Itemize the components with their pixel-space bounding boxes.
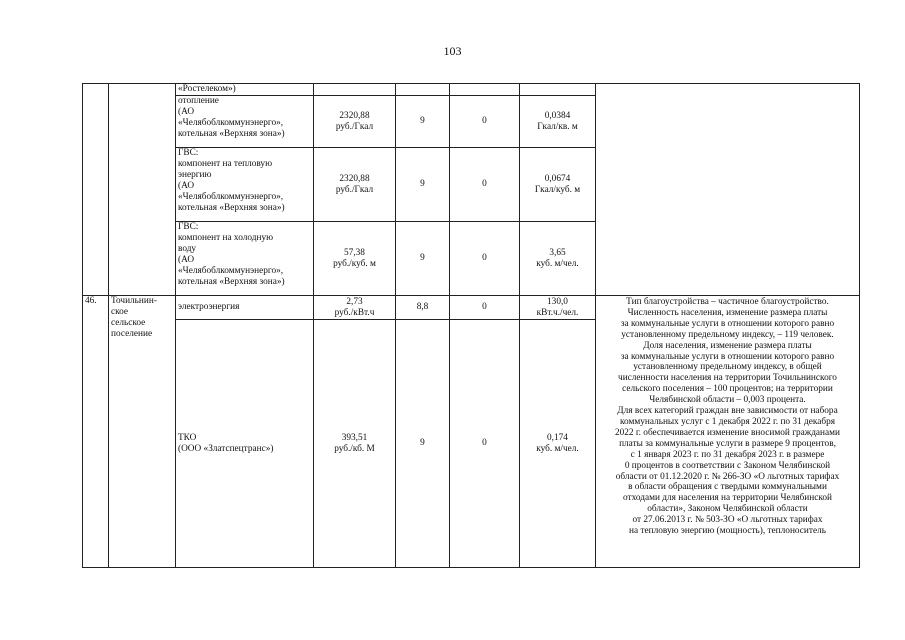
index-cell: 9 [396, 96, 450, 148]
description-line: с 1 января 2023 г. по 31 декабря 2023 г. в размере [630, 449, 825, 460]
service-cell: «Ростелеком») [176, 84, 314, 96]
zero-cell: 0 [450, 96, 520, 148]
settlement-name: Точильнин- ское сельское поселение [109, 296, 176, 568]
description-line: Челябинской области – 0,003 процента. [649, 395, 806, 406]
settlement-cell-empty [109, 84, 176, 296]
description-cell [596, 296, 860, 568]
index-cell: 8,8 [396, 296, 450, 320]
description-line: Тип благоустройства – частичное благоустройство. [626, 297, 829, 307]
volume-cell: 0,174 куб. м/чел. [520, 320, 596, 568]
description-line: на тепловую энергию (мощность), теплоноситель [629, 526, 826, 537]
zero-cell: 0 [450, 296, 520, 320]
description-cell-empty [596, 84, 860, 296]
service-cell: электроэнергия [176, 296, 314, 320]
index-cell [396, 84, 450, 96]
zero-cell: 0 [450, 222, 520, 296]
description-line: области от 01.12.2020 г. № 266-ЗО «О льготных тарифах [615, 471, 840, 482]
description-line: сельского поселения – 100 процентов; на территории [622, 384, 833, 395]
description-line: Для всех категорий граждан вне зависимости от набора [617, 406, 838, 417]
zero-cell: 0 [450, 320, 520, 568]
description-line: 2022 г. обеспечивается изменение вносимой гражданами [614, 427, 841, 438]
index-cell: 9 [396, 222, 450, 296]
description-text [599, 297, 856, 537]
tariff-cell: 393,51 руб./кб. М [314, 320, 396, 568]
description-line: 0 процентов в соответствии с Законом Челябинской [624, 460, 831, 471]
description-line: численности населения на территории Точильнинского [618, 373, 837, 384]
tariff-table [82, 83, 860, 568]
page-number: 103 [443, 44, 462, 58]
table-row [83, 296, 860, 320]
index-cell: 9 [396, 320, 450, 568]
description-line: Доля населения, изменение размера платы [643, 340, 812, 351]
description-line: за коммунальные услуги в отношении которого равно [620, 351, 835, 362]
table-row [83, 84, 860, 96]
tariff-cell [314, 84, 396, 96]
volume-cell: 0,0674 Гкал/куб. м [520, 148, 596, 222]
service-cell: ГВС: компонент на холодную воду (АО «Челябоблкоммунэнерго», котельная «Верхняя зона») [176, 222, 314, 296]
description-line: за коммунальные услуги в отношении которого равно [620, 318, 835, 329]
service-cell: отопление (АО «Челябоблкоммунэнерго», котельная «Верхняя зона») [176, 96, 314, 148]
description-line: Численность населения, изменение размера платы [627, 307, 828, 318]
service-cell: ГВС: компонент на тепловую энергию (АО «Челябоблкоммунэнерго», котельная «Верхняя зона») [176, 148, 314, 222]
description-line: в области обращения с твердыми коммунальными [628, 482, 827, 493]
number-cell-empty [83, 84, 109, 296]
description-line: от 27.06.2013 г. № 503-ЗО «О льготных тарифах [632, 515, 823, 526]
description-line: установленному предельному индексу, в общей [633, 362, 822, 373]
volume-cell: 3,65 куб. м/чел. [520, 222, 596, 296]
entry-number: 46. [83, 296, 109, 568]
volume-cell: 0,0384 Гкал/кв. м [520, 96, 596, 148]
index-cell: 9 [396, 148, 450, 222]
zero-cell [450, 84, 520, 96]
volume-cell: 130,0 кВт.ч./чел. [520, 296, 596, 320]
description-line: области», Законом Челябинской области [647, 504, 808, 515]
service-cell: ТКО (ООО «Златспецтранс») [176, 320, 314, 568]
description-line: платы за коммунальные услуги в размере 9 процентов, [619, 438, 836, 449]
description-line: отходами для населения на территории Челябинской [622, 493, 833, 504]
description-line: коммунальных услуг с 1 декабря 2022 г. по 31 декабря [619, 416, 836, 427]
tariff-cell: 2320,88 руб./Гкал [314, 148, 396, 222]
volume-cell [520, 84, 596, 96]
zero-cell: 0 [450, 148, 520, 222]
tariff-cell: 2320,88 руб./Гкал [314, 96, 396, 148]
description-line: установленному предельному индексу, – 119 человек. [621, 329, 834, 340]
tariff-cell: 57,38 руб./куб. м [314, 222, 396, 296]
tariff-cell: 2,73 руб./кВт.ч [314, 296, 396, 320]
